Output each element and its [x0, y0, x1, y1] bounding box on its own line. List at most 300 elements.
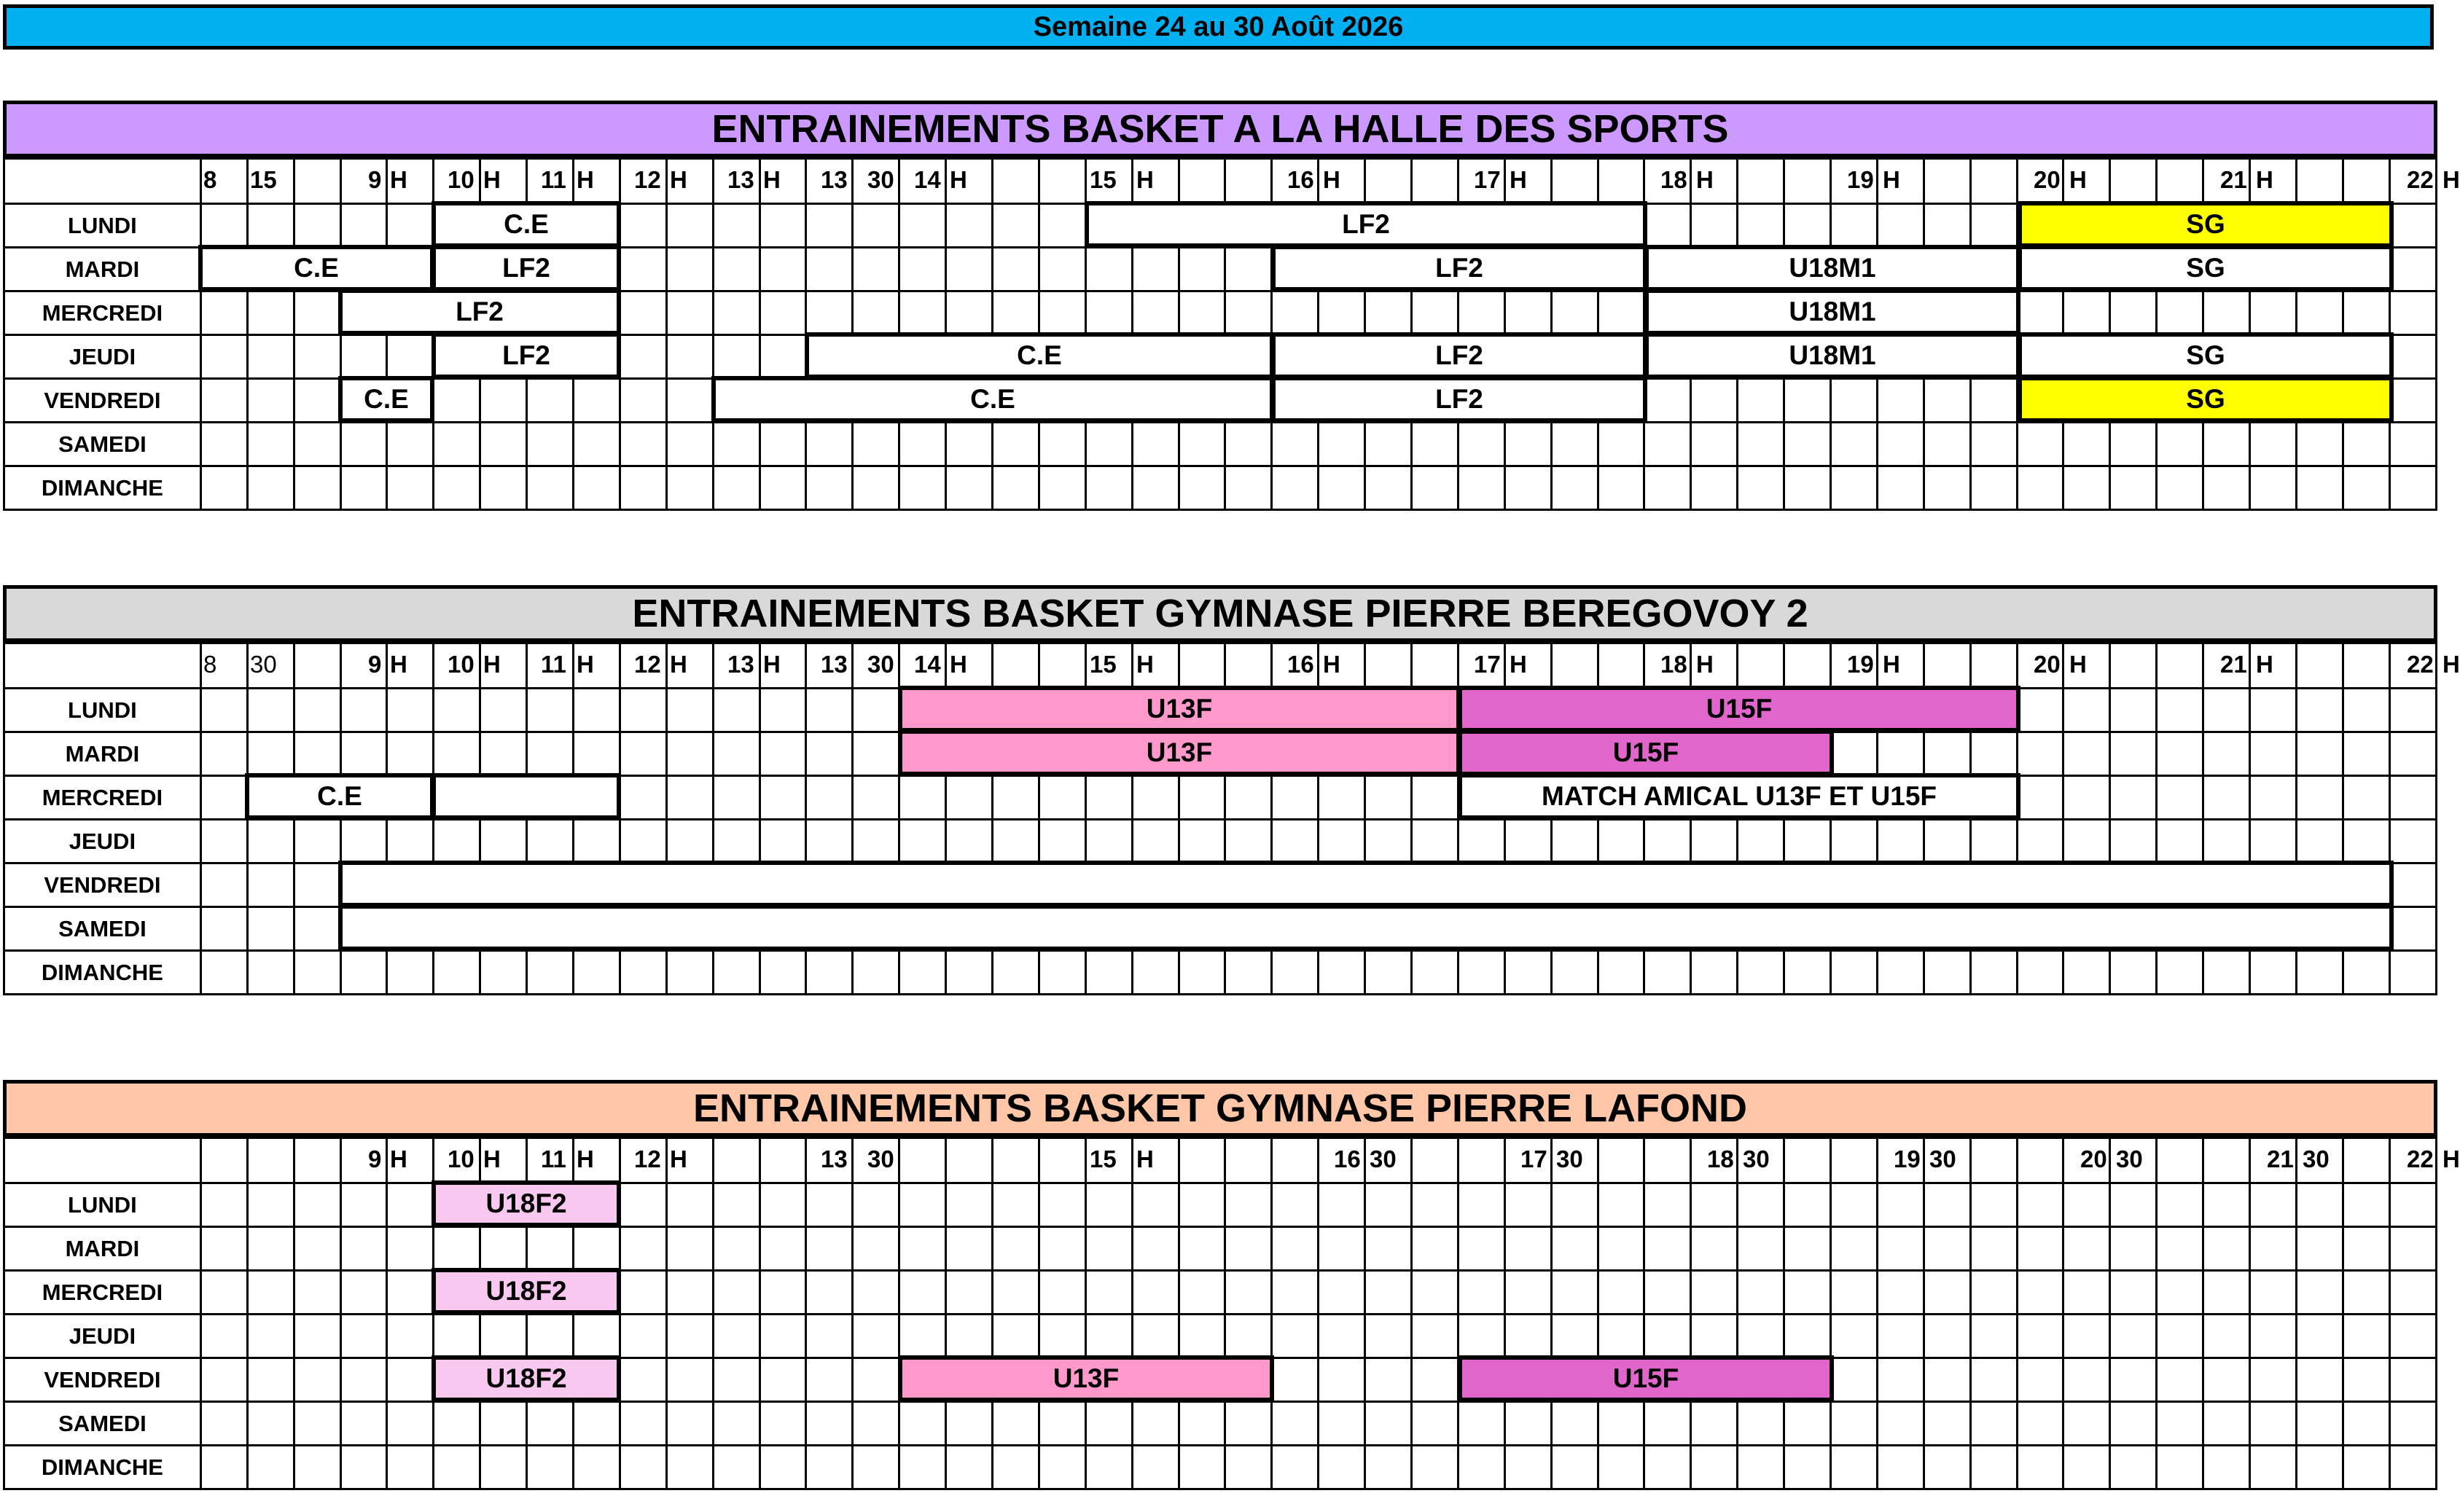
time-slot [527, 379, 574, 423]
time-slot [434, 1227, 480, 1271]
time-slot [853, 1358, 899, 1402]
booking-block[interactable]: SG [2018, 376, 2394, 423]
time-slot [2110, 466, 2157, 510]
time-slot [340, 1402, 387, 1446]
time-slot [247, 689, 294, 732]
time-slot [1504, 820, 1551, 863]
time-slot [294, 1227, 340, 1271]
time-slot [1598, 1227, 1644, 1271]
booking-block[interactable]: SG [2018, 332, 2394, 379]
day-label: VENDREDI [4, 379, 201, 423]
time-slot [1319, 1227, 1365, 1271]
time-slot [1877, 1227, 1924, 1271]
booking-block[interactable]: C.E [432, 201, 621, 248]
time-slot [2017, 423, 2063, 466]
time-slot [387, 1183, 434, 1227]
time-slot [2389, 820, 2436, 863]
time-slot [1272, 1402, 1319, 1446]
time-slot [806, 1271, 853, 1315]
time-header-label: H [2443, 1145, 2460, 1172]
header-cell [1039, 159, 1085, 204]
time-slot [2063, 1183, 2110, 1227]
booking-block[interactable] [432, 773, 621, 820]
time-slot [2017, 1271, 2063, 1315]
time-slot [1272, 291, 1319, 335]
time-slot [1784, 466, 1831, 510]
time-slot [2110, 820, 2157, 863]
day-label: MARDI [4, 1227, 201, 1271]
time-header-label: H [670, 651, 687, 678]
time-header-label: H [763, 166, 781, 193]
time-slot [806, 248, 853, 291]
time-slot [620, 689, 666, 732]
booking-block[interactable]: LF2 [338, 289, 621, 335]
time-slot [527, 423, 574, 466]
time-slot [200, 820, 247, 863]
time-header-label: 21 [2220, 166, 2247, 193]
time-slot [620, 466, 666, 510]
time-slot [247, 379, 294, 423]
time-slot [2343, 466, 2389, 510]
time-slot [2063, 291, 2110, 335]
time-slot [2157, 820, 2203, 863]
time-slot [387, 689, 434, 732]
time-slot [620, 776, 666, 820]
time-slot [1085, 248, 1132, 291]
time-slot [946, 423, 993, 466]
time-slot [2063, 732, 2110, 776]
booking-block[interactable]: SG [2018, 201, 2394, 248]
time-slot [713, 776, 760, 820]
time-slot [620, 291, 666, 335]
time-slot [2343, 1446, 2389, 1489]
time-header-label: 8 [203, 651, 217, 678]
booking-block[interactable]: U18M1 [1644, 245, 2020, 291]
time-slot [992, 466, 1039, 510]
header-cell [1644, 1138, 1691, 1183]
time-slot [1877, 1446, 1924, 1489]
time-slot [387, 1315, 434, 1358]
time-slot [946, 1227, 993, 1271]
time-slot [760, 423, 806, 466]
time-slot [480, 689, 527, 732]
time-slot [2157, 732, 2203, 776]
time-slot [713, 732, 760, 776]
time-header-label: 9 [368, 1145, 382, 1172]
booking-block[interactable]: C.E [198, 245, 434, 291]
time-slot [434, 379, 480, 423]
time-slot [2250, 1446, 2297, 1489]
time-header-label: H [1323, 166, 1340, 193]
header-cell [1365, 159, 1412, 204]
time-slot [1970, 732, 2017, 776]
time-slot [2343, 1227, 2389, 1271]
time-slot [200, 1271, 247, 1315]
time-slot [480, 732, 527, 776]
header-cell [1784, 159, 1831, 204]
time-slot [480, 1315, 527, 1358]
booking-block[interactable]: C.E [711, 376, 1274, 423]
time-slot [1039, 1271, 1085, 1315]
time-slot [1970, 379, 2017, 423]
time-slot [294, 1183, 340, 1227]
time-slot [2157, 466, 2203, 510]
time-slot [946, 466, 993, 510]
time-header-label: H [1696, 166, 1714, 193]
booking-block[interactable]: LF2 [432, 245, 621, 291]
booking-block[interactable]: U13F [898, 686, 1461, 732]
time-slot [1551, 1271, 1598, 1315]
time-slot [620, 1315, 666, 1358]
time-slot [1691, 379, 1738, 423]
booking-block[interactable]: U18F2 [432, 1268, 621, 1315]
header-cell [1738, 159, 1784, 204]
time-slot [1831, 951, 1878, 995]
time-header-label: H [577, 651, 594, 678]
time-slot [713, 423, 760, 466]
time-slot [1924, 1271, 1970, 1315]
booking-block[interactable]: MATCH AMICAL U13F ET U15F [1458, 773, 2020, 820]
time-slot [1365, 1402, 1412, 1446]
time-slot [294, 466, 340, 510]
booking-block[interactable]: U13F [898, 1355, 1274, 1402]
time-slot [1411, 1227, 1458, 1271]
header-cell [713, 1138, 760, 1183]
time-slot [760, 1315, 806, 1358]
time-slot [1272, 1315, 1319, 1358]
time-slot [1085, 1271, 1132, 1315]
header-cell [1039, 1138, 1085, 1183]
time-slot [1179, 291, 1225, 335]
time-slot [1365, 1446, 1412, 1489]
time-slot [1504, 951, 1551, 995]
time-slot [806, 1315, 853, 1358]
time-slot [2203, 1315, 2250, 1358]
time-slot [1598, 1183, 1644, 1227]
time-slot [992, 820, 1039, 863]
booking-block[interactable]: C.E [245, 773, 434, 820]
time-slot [1644, 951, 1691, 995]
time-slot [2296, 1271, 2343, 1315]
time-slot [2063, 1402, 2110, 1446]
time-slot [1551, 1227, 1598, 1271]
header-cell [992, 159, 1039, 204]
time-slot [294, 1315, 340, 1358]
time-slot [1365, 951, 1412, 995]
time-slot [620, 1402, 666, 1446]
time-slot [760, 776, 806, 820]
time-slot [434, 732, 480, 776]
time-slot [992, 1402, 1039, 1446]
time-slot [1039, 1227, 1085, 1271]
time-slot [2017, 732, 2063, 776]
time-slot [1411, 951, 1458, 995]
time-slot [1411, 1315, 1458, 1358]
booking-block[interactable]: U18M1 [1644, 332, 2020, 379]
time-slot [2110, 291, 2157, 335]
time-slot [387, 732, 434, 776]
booking-block[interactable]: LF2 [1085, 201, 1647, 248]
time-slot [1132, 1446, 1179, 1489]
time-slot [340, 1358, 387, 1402]
time-slot [1132, 248, 1179, 291]
time-slot [992, 1227, 1039, 1271]
time-slot [200, 951, 247, 995]
booking-block[interactable]: U13F [898, 729, 1461, 776]
time-slot [387, 335, 434, 379]
booking-block[interactable]: U15F [1458, 1355, 1834, 1402]
booking-block[interactable]: U18F2 [432, 1180, 621, 1227]
week-banner: Semaine 24 au 30 Août 2026 [3, 4, 2434, 50]
time-slot [853, 423, 899, 466]
time-slot [247, 466, 294, 510]
time-slot [1598, 820, 1644, 863]
time-slot [946, 820, 993, 863]
time-slot [340, 335, 387, 379]
header-cell [1784, 1138, 1831, 1183]
time-slot [1319, 820, 1365, 863]
booking-block[interactable]: LF2 [1271, 245, 1647, 291]
time-slot [713, 248, 760, 291]
time-slot [1924, 423, 1970, 466]
time-header-label: 13 [727, 166, 754, 193]
time-slot [480, 379, 527, 423]
time-slot [1458, 1402, 1504, 1446]
time-slot [1877, 820, 1924, 863]
time-slot [1831, 1358, 1878, 1402]
header-cell [1411, 643, 1458, 689]
time-slot [1411, 1446, 1458, 1489]
time-slot [1970, 204, 2017, 248]
time-slot [387, 820, 434, 863]
time-slot [1179, 1402, 1225, 1446]
time-slot [1831, 379, 1878, 423]
time-slot [1225, 1446, 1272, 1489]
time-slot [1179, 776, 1225, 820]
time-slot [1365, 1227, 1412, 1271]
time-header-label: H [1696, 651, 1714, 678]
header-cell [992, 1138, 1039, 1183]
time-slot [1504, 466, 1551, 510]
time-slot [899, 1271, 946, 1315]
time-slot [1784, 951, 1831, 995]
time-header-label: H [670, 166, 687, 193]
time-slot [1365, 776, 1412, 820]
time-slot [2389, 204, 2436, 248]
time-slot [1598, 1402, 1644, 1446]
header-cell [2110, 643, 2157, 689]
time-header-label: H [1883, 166, 1900, 193]
time-slot [2389, 732, 2436, 776]
time-slot [294, 689, 340, 732]
time-slot [1225, 820, 1272, 863]
header-cell [1598, 1138, 1644, 1183]
time-slot [1598, 1446, 1644, 1489]
booking-block[interactable]: SG [2018, 245, 2394, 291]
time-header-label: H [763, 651, 781, 678]
time-slot [1085, 776, 1132, 820]
time-slot [1551, 1402, 1598, 1446]
time-slot [992, 1271, 1039, 1315]
day-label: MERCREDI [4, 776, 201, 820]
booking-block[interactable]: C.E [338, 376, 434, 423]
time-slot [2389, 1402, 2436, 1446]
time-slot [620, 423, 666, 466]
time-header-label: H [577, 1145, 594, 1172]
time-slot [2203, 466, 2250, 510]
time-slot [527, 951, 574, 995]
booking-block[interactable]: LF2 [1271, 376, 1647, 423]
time-header-label: 17 [1474, 651, 1501, 678]
time-slot [1458, 1271, 1504, 1315]
header-cell [1225, 159, 1272, 204]
time-slot [1691, 423, 1738, 466]
section-title: ENTRAINEMENTS BASKET A LA HALLE DES SPORTS [3, 101, 2437, 157]
time-slot [1784, 1271, 1831, 1315]
time-slot [2296, 1402, 2343, 1446]
time-slot [666, 1227, 713, 1271]
time-slot [200, 1402, 247, 1446]
time-slot [2157, 776, 2203, 820]
time-slot [899, 204, 946, 248]
booking-block[interactable]: LF2 [432, 332, 621, 379]
day-label: SAMEDI [4, 907, 201, 951]
time-slot [899, 951, 946, 995]
booking-block[interactable] [338, 904, 2394, 951]
time-slot [1458, 951, 1504, 995]
time-header-label: 10 [448, 651, 475, 678]
time-slot [1738, 951, 1784, 995]
time-header-label: H [1136, 1145, 1154, 1172]
time-header-label: 19 [1894, 1145, 1921, 1172]
time-slot [247, 335, 294, 379]
booking-block[interactable]: U15F [1458, 686, 2020, 732]
time-slot [2343, 291, 2389, 335]
time-slot [2250, 732, 2297, 776]
time-slot [1598, 423, 1644, 466]
time-slot [2343, 732, 2389, 776]
time-slot [806, 951, 853, 995]
time-slot [2389, 863, 2436, 907]
time-header-label: 30 [867, 1145, 894, 1172]
time-slot [1319, 423, 1365, 466]
time-slot [247, 1271, 294, 1315]
time-header-label: 12 [634, 166, 661, 193]
time-slot [2063, 466, 2110, 510]
time-slot [2110, 1358, 2157, 1402]
time-header-label: 13 [821, 1145, 848, 1172]
time-slot [1458, 1183, 1504, 1227]
time-slot [1924, 1402, 1970, 1446]
time-slot [666, 1402, 713, 1446]
time-slot [434, 1446, 480, 1489]
time-slot [1970, 1402, 2017, 1446]
time-slot [1272, 1271, 1319, 1315]
time-slot [1179, 1446, 1225, 1489]
time-slot [387, 1446, 434, 1489]
header-cell [1411, 159, 1458, 204]
time-slot [1272, 820, 1319, 863]
time-header-label: 11 [541, 166, 566, 193]
time-slot [1970, 1315, 2017, 1358]
header-cell [1411, 1138, 1458, 1183]
booking-block[interactable]: U18F2 [432, 1355, 621, 1402]
time-slot [1319, 1271, 1365, 1315]
time-slot [620, 1446, 666, 1489]
time-header-label: 16 [1287, 166, 1314, 193]
time-slot [1039, 951, 1085, 995]
time-slot [1598, 1315, 1644, 1358]
header-cell [2157, 1138, 2203, 1183]
time-slot [1738, 1315, 1784, 1358]
time-header-label: 18 [1660, 166, 1687, 193]
time-slot [1365, 291, 1412, 335]
header-cell [1970, 643, 2017, 689]
time-slot [1272, 1358, 1319, 1402]
schedule-grid [3, 1137, 2437, 1490]
booking-block[interactable] [338, 861, 2394, 907]
time-header-label: 22 [2407, 166, 2434, 193]
time-slot [1831, 204, 1878, 248]
day-label: JEUDI [4, 820, 201, 863]
time-slot [666, 1446, 713, 1489]
time-slot [247, 1183, 294, 1227]
time-slot [1831, 466, 1878, 510]
header-cell [1738, 643, 1784, 689]
booking-block[interactable]: LF2 [1271, 332, 1647, 379]
time-header-label: 30 [1370, 1145, 1397, 1172]
header-cell [2157, 159, 2203, 204]
time-slot [1225, 951, 1272, 995]
time-slot [2063, 776, 2110, 820]
header-cell [2157, 643, 2203, 689]
time-slot [1551, 291, 1598, 335]
time-slot [760, 1271, 806, 1315]
header-cell [1924, 643, 1970, 689]
time-slot [387, 1358, 434, 1402]
time-slot [2250, 466, 2297, 510]
booking-block[interactable]: C.E [805, 332, 1274, 379]
time-slot [200, 776, 247, 820]
time-header-label: 9 [368, 651, 382, 678]
time-slot [713, 291, 760, 335]
time-slot [200, 1446, 247, 1489]
time-slot [2063, 951, 2110, 995]
time-slot [2203, 291, 2250, 335]
time-slot [294, 907, 340, 951]
time-slot [1085, 1227, 1132, 1271]
time-slot [527, 820, 574, 863]
time-slot [1644, 1271, 1691, 1315]
header-cell [1039, 643, 1085, 689]
header-cell [1225, 643, 1272, 689]
time-slot [806, 732, 853, 776]
header-corner [4, 159, 201, 204]
time-header-label: H [2069, 651, 2087, 678]
time-slot [2389, 1227, 2436, 1271]
header-cell [1551, 643, 1598, 689]
time-slot [1272, 466, 1319, 510]
time-slot [1365, 423, 1412, 466]
time-header-label: H [1136, 166, 1154, 193]
day-label: LUNDI [4, 689, 201, 732]
time-slot [1179, 248, 1225, 291]
time-slot [2343, 1271, 2389, 1315]
time-slot [992, 1315, 1039, 1358]
booking-block[interactable]: U18M1 [1644, 289, 2020, 335]
time-slot [2389, 291, 2436, 335]
booking-block[interactable]: U15F [1458, 729, 1834, 776]
